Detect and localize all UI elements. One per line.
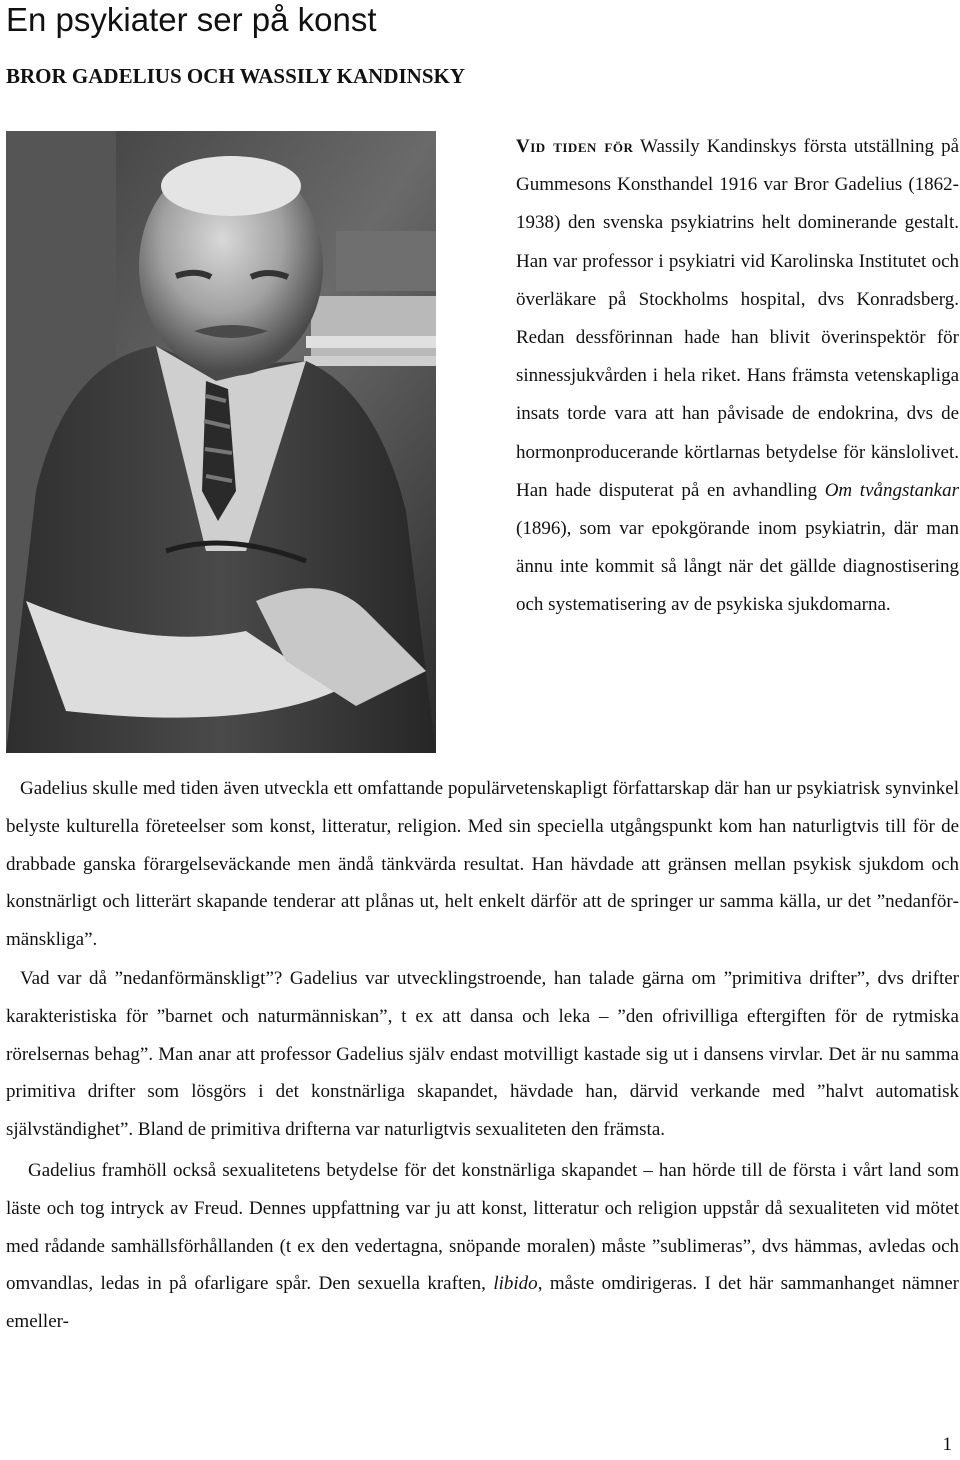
intro-text-after: (1896), som var epokgörande inom psykiatrin, där man ännu inte kommit så långt när det gällde diagnostisering och systematisering av de psykiska sjukdomarna. [516, 518, 959, 616]
page-number: 1 [942, 1434, 952, 1455]
intro-lead: Vid tiden för [516, 136, 634, 157]
work-title: Om tvångstankar [824, 479, 960, 501]
intro-text: Wassily Kandinskys första utställning på Gummesons Konsthandel 1916 var Bror Gadelius (1862-1938) den svenska psykiatrins helt dominerande gestalt. Han var professor i psykiatri vid Karolinska Institutet och överläkare på Stockholms hospital, dvs Konradsberg. Redan dessförinnan hade han blivit överinspektör för sinnessjukvården i hela riket. Hans främsta vetenskapliga insats torde vara att han påvisade de endokrina, dvs de hormonproducerande körtlarnas betydelse för känslolivet. Han hade disputerat på en avhandling [516, 136, 959, 501]
body-paragraph-1: Gadelius skulle med tiden även utveckla ett omfattande populärvetenskapligt författarskap där han ur psykiatrisk synvinkel belyste kulturella företeelser som konst, litteratur, religion. Med sin speciella utgångspunkt kom han naturligtvis till för de drabbade ganska förargelseväckande men ändå tänkvärda resultat. Han hävdade att gränsen mellan psykisk sjukdom och konstnärligt och litterärt skapande tenderar att plånas ut, helt enkelt därför att de springer ur samma källa, ur det ”nedanförmänskliga”. [6, 778, 959, 951]
article-subtitle: BROR GADELIUS OCH WASSILY KANDINSKY [6, 64, 466, 88]
body-paragraph-2: Vad var då ”nedanförmänskligt”? Gadelius var utvecklingstroende, han talade gärna om ”primitiva drifter”, dvs drifter karakteristiska för ”barnet och naturmänniskan”, t ex att dansa och leka – ”den ofrivilliga eftergiften för de rytmiska rörelsernas behag”. Man anar att professor Gadelius själv endast motvilligt kastade sig ut i dansens virvlar. Det är nu samma primitiva drifter som lösgörs i det konstnärliga skapandet, hävdade han, därvid verkande med ”halvt automatisk självständighet”. Bland de primitiva drifterna var naturligtvis sexualiteten den främsta. [6, 967, 959, 1141]
body-paragraph-3-after: , måste omdirigeras. I det här sammanhanget nämner emeller- [6, 1273, 959, 1333]
body-paragraph-3-emphasis: libido [493, 1273, 538, 1295]
portrait-photo [6, 131, 436, 753]
article-body [6, 770, 959, 1341]
body-paragraph-3-before: Gadelius framhöll också sexualitetens betydelse för det konstnärliga skapandet – han hörde till de första i vårt land som läste och tog intryck av Freud. Dennes uppfattning var ju att konst, litteratur och religion uppstår då sexualiteten vid mötet med rådande samhällsförhållanden (t ex den vedertagna, snöpande moralen) måste ”sublimeras”, dvs hämmas, avledas och omvandlas, ledas in på ofarligare spår. Den sexuella kraften, [6, 1159, 959, 1295]
intro-paragraph [516, 128, 959, 625]
article-title: En psykiater ser på konst [6, 1, 377, 38]
body-paragraph-3 [6, 1152, 959, 1341]
